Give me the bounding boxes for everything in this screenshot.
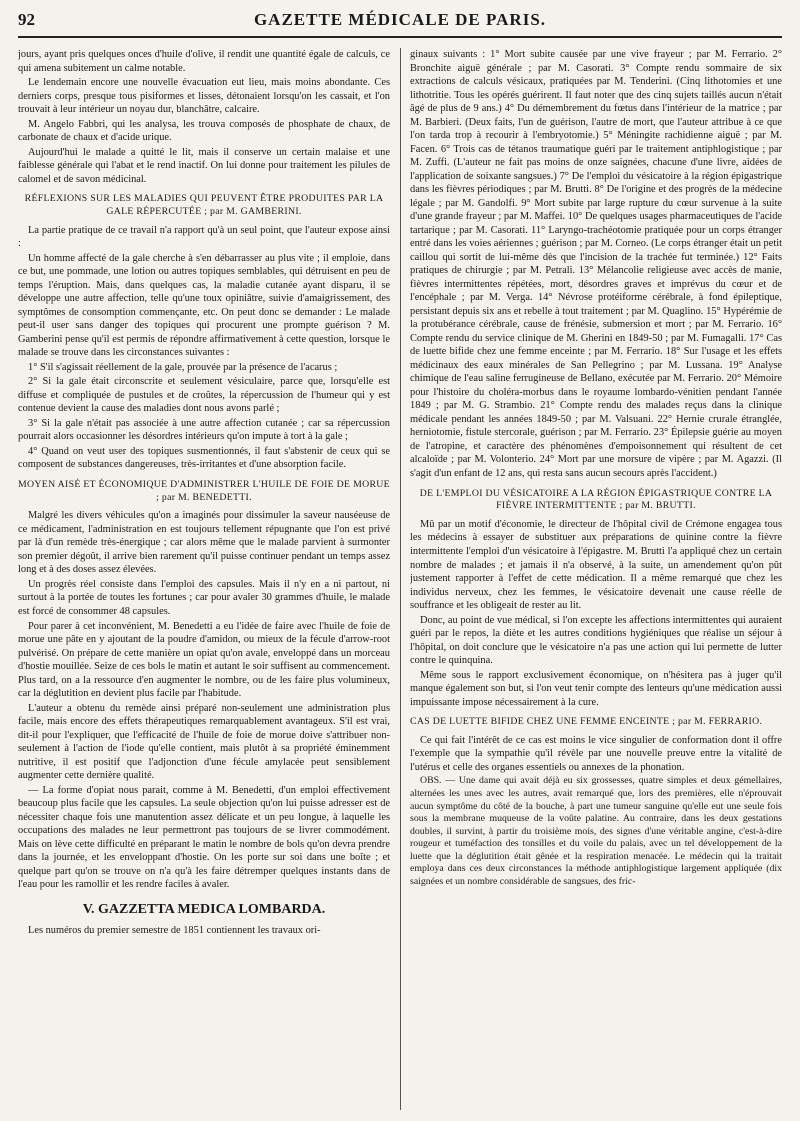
paragraph: 1° S'il s'agissait réellement de la gale, prouvée par la présence de l'acarus ; xyxy=(28,361,338,373)
article-heading-huile: MOYEN AISÉ ET ÉCONOMIQUE D'ADMINISTRER L'HUILE DE FOIE DE MORUE ; par M. BENEDETTI. xyxy=(18,478,390,503)
article-heading-vesicatoire: DE L'EMPLOI DU VÉSICATOIRE A LA RÉGION ÉPIGASTRIQUE CONTRE LA FIÈVRE INTERMITTENTE ; par M. BRUTTI. xyxy=(419,487,773,512)
paragraph: Donc, au point de vue médical, si l'on excepte les affections intermittentes qui auraient guéri par le repos, la diète et les autres conditions hygiéniques que réalise un séjour à l'hôpital, on doit conclure que le vésicatoire n'a pas une action qui lui permette de lutter contre le quinquina. xyxy=(410,614,782,667)
paragraph: Ce qui fait l'intérêt de ce cas est moins le vice singulier de conformation dont il offre l'exemple que la sympathie qu'il révèle par une nouvelle preuve entre la vitalité de l'utérus et celle des organes essentiels ou annexes de la phonation. xyxy=(410,734,782,773)
column-divider xyxy=(400,48,401,1110)
right-column xyxy=(410,48,782,1108)
paragraph: ginaux suivants : 1° Mort subite causée par une vive frayeur ; par M. Ferrario. 2° Bronchite aiguë générale ; par M. Casorati. 3° Compte rendu sommaire de six extractions de calculs vésicaux, pratiquées par M. Tenderini. (Cinq lithotomies et une lithotritie. Tous les opérés guérirent. Il faut noter que des cinq sujets taillés aucun n'était âgé de plus de 9 ans.) 4° Du démembrement du fœtus dans l'intérieur de la matrice ; par M. Barbieri. (Deux faits, l'un de guérison, l'autre de mort, que l'auteur attribue à ce que l'on tarda trop à recourir à l'embryotomie.) 5° Méningite rachidienne aiguë ; par M. Facen. 6° Trois cas de tétanos traumatique guéri par le traitement antiphlogistique ; par M. Zuffi. (L'auteur ne fait pas moins de onze saignées, chacune d'une livre, aidées de l'application de soixante sangsues.) 7° De l'emploi du vésicatoire à la région épigastrique dans les fièvres périodiques ; par M. Brutti. 8° De l'origine et des progrès de la médecine légale ; par M. Gandolfi. 9° Mort subite par large rupture du cœur survenue à la suite d'une grande frayeur ; par M. Maffei. 10° De quelques usages pharmaceutiques de l'acide tartarique ; par M. Casorati. 11° Laryngo-trachéotomie pratiquée pour un corps étranger entré dans les voies aériennes ; guérison ; par M. Corneo. (Le corps étranger était un petit caillou qui sortit de lui-même dès que l'incision de la trachée fut terminée.) 12° Faits pratiques de chirurgie ; par M. Petrali. 13° Mélancolie religieuse avec accès de manie, fièvres intermittentes répétées, mort, désordres graves et imprévus du cœur et de l'encéphale ; par M. Verga. 14° Névrose protéiforme cérébrale, à fond épileptique, persistant depuis six ans et rebelle à tout traitement ; par M. Quaglino. 15° Hypérémie de la protubérance cérébrale, cause de frénésie, submersion et mort ; par M. Ferrario. 16° Compte rendu du service clinique de M. Gherini en 1849-50 ; par M. Fumagalli. 17° Cas de luette bifide chez une femme enceinte ; par M. Ferrario. 18° Sur l'usage et les effets médicinaux des eaux minérales de San Pellegrino ; par M. Lussana. 19° Analyse chimique de l'eau saline ferrugineuse de Bellano, exécutée par M. Ferrario. 20° Mémoire pour l'histoire du choléra-morbus dans le royaume lombardo-vénitien pendant l'année 1849 ; par M. G. Strambio. 21° Compte rendu des malades reçus dans la clinique médicale pendant les années 1849-50 ; par M. Valsuani. 22° Hernie crurale étranglée, herniotomie, fistule stercorale, guérison ; par M. Ferrario. 23° Épilepsie guérie au moyen de l'atropine, et caractère des phénomènes d'empoisonnement qui résultent de cet alcaloïde ; par M. Volonterio. 24° Mort par une morsure de vipère ; par M. Agazzi. (Il s'agit d'un enfant de 12 ans, qui resta sans aucun secours après l'accident.) xyxy=(410,49,782,479)
journal-title: GAZETTE MÉDICALE DE PARIS. xyxy=(253,10,547,29)
paragraph: jours, ayant pris quelques onces d'huile d'olive, il rendit une quantité égale de calculs, ce qui amena subitement un calme notable. xyxy=(18,49,390,74)
paragraph: Les numéros du premier semestre de 1851 contiennent les travaux ori- xyxy=(28,925,321,936)
paragraph: M. Angelo Fabbri, qui les analysa, les trouva composés de phosphate de chaux, de carbonate de chaux et d'acide urique. xyxy=(18,118,390,144)
paragraph: Le lendemain encore une nouvelle évacuation eut lieu, mais moins abondante. Ces derniers corps, presque tous pisiformes et lisses, détonaient lorsqu'on les cassait, et l'on trouvait à leur intérieur un noyau dur, blanchâtre, calcaire. xyxy=(18,77,390,116)
paragraph: 4° Quand on veut user des topiques susmentionnés, il faut s'abstenir de ceux qui se composent de substances dangereuses, très-irritantes et d'une absorption facile. xyxy=(18,445,390,471)
paragraph: 2° Si la gale était circonscrite et seulement vésiculaire, parce que, lorsqu'elle est diffuse et compliquée de pustules et de croûtes, la répercussion de l'humeur qui y est contenue devient la cause des maladies dont nous avons parlé ; xyxy=(18,376,390,415)
paragraph: Aujourd'hui le malade a quitté le lit, mais il conserve un certain malaise et une faiblesse générale qui l'abat et le rend inactif. On lui donne pour traitement les pilules de calomel et de savon médicinal. xyxy=(18,146,390,185)
paragraph: Un homme affecté de la gale cherche à s'en débarrasser au plus vite ; il emploie, dans ce but, une pommade, une lotion ou autres topiques semblables, qui détruisent en peu de temps l'éruption. Mais, dans quelques cas, la maladie cutanée ayant disparu, il se développe une autre affection, telle qu'une toux opiniâtre, suivie d'amaigrissement, des symptômes de consomption commençante, etc. On peut donc se demander : Le malade peut-il user sans danger des topiques qui procurent une prompte guérison ? M. Gamberini pense qu'il est permis de répondre affirmativement à cette question, lorsque le malade se trouve dans les circonstances suivantes : xyxy=(18,252,390,359)
left-column xyxy=(18,48,390,1108)
paragraph: La partie pratique de ce travail n'a rapport qu'à un seul point, que l'auteur expose ainsi : xyxy=(18,224,390,250)
page-number: 92 xyxy=(18,10,35,29)
section-title: V. GAZZETTA MEDICA LOMBARDA. xyxy=(82,901,326,917)
article-heading-luette: CAS DE LUETTE BIFIDE CHEZ UNE FEMME ENCEINTE ; par M. FERRARIO. xyxy=(410,716,763,728)
paragraph: Même sous le rapport exclusivement économique, on n'hésitera pas à juger qu'il manque également son but, si l'on veut tenir compte des lenteurs qu'une médication aussi impuissante impose nécessairement à la cure. xyxy=(410,669,782,708)
article-heading-gale: RÉFLEXIONS SUR LES MALADIES QUI PEUVENT ÊTRE PRODUITES PAR LA GALE RÉPERCUTÉE ; par M. GAMBERINI. xyxy=(24,193,384,217)
paragraph: — La forme d'opiat nous parait, comme à M. Benedetti, d'un emploi effectivement beaucoup plus facile que les capsules. La seule objection qu'on lui puisse adresser est de nécessiter chaque fois une manutention assez délicate et un peu longue, à laquelle les occupations des malades ne leur permettront pas toujours de se livrer commodément. Mais on lève cette difficulté en préparant le matin le nombre de bols qu'on devra prendre dans la journée, et les enveloppant d'hostie. On les porte sur soi dans une boîte ; et quelque part qu'on se trouve on n'a qu'à les faire détremper quelques instants dans de l'eau pour les ramollir et les rendre faciles à avaler. xyxy=(18,784,390,891)
page-header xyxy=(18,10,782,38)
paragraph: Un progrès réel consiste dans l'emploi des capsules. Mais il n'y en a ni partout, ni surtout à la portée de toutes les fortunes ; car pour avaler 30 grammes d'huile, le malade est forcé de consommer 48 capsules. xyxy=(18,578,390,617)
paragraph: 3° Si la gale n'était pas associée à une autre affection cutanée ; car sa répercussion pourrait alors occasionner les désordres intérieurs qu'on impute à tort à la gale ; xyxy=(18,417,390,443)
paragraph: Pour parer à cet inconvénient, M. Benedetti a eu l'idée de faire avec l'huile de foie de morue une pâte en y ajoutant de la poudre d'amidon, ou mieux de la fécule d'arrow-root pulvérisé. On prépare de cette manière un opiat qu'on avale, enveloppé dans un morceau d'hostie mouillée. Seize de ces bols le matin et autant le soir suffisent au commencement. Plus tard, on a la ressource d'en augmenter le nombre, ou de les faire plus volumineux, car la déglutition en devient plus facile par l'habitude. xyxy=(18,620,390,700)
observation-paragraph: OBS. — Une dame qui avait déjà eu six grossesses, quatre simples et deux gémellaires, alternées les unes avec les autres, avait remarqué que, lors des premières, elle n'éprouvait aucun symptôme du côté de la bouche, à part une tumeur sanguine qu'elle eut une seule fois sous la membrane muqueuse de la voûte palatine. Au contraire, dans les deux gestations doubles, il survint, à partir du troisième mois, des signes d'une véritable angine, c'est-à-dire rougeur et tuméfaction des tonsilles et du voile du palais, avec un tel développement de la luette que la déglutition était gênée et la respiration menacée. Le médecin qui la traitait employa dans ces deux circonstances la méthode antiphlogistique largement appliquée (dix saignées et un nombre considérable de sangsues, des fric- xyxy=(410,775,782,887)
paragraph: L'auteur a obtenu du remède ainsi préparé non-seulement une administration plus facile, mais encore des effets thérapeutiques remarquablement avantageux. S'il est vrai, dit-il pour l'expliquer, que l'efficacité de l'huile de foie de morue doive s'attribuer non-seulement à l'action de l'iode qu'elle contient, mais plutôt à sa propriété éminemment nutritive, il est positif que l'adjonction d'une fécule amylacée peut sensiblement augmenter cette dernière qualité. xyxy=(18,702,390,782)
paragraph: Mû par un motif d'économie, le directeur de l'hôpital civil de Crémone engagea tous les médecins à essayer de substituer aux préparations de quinine contre la fièvre intermittente l'emploi d'un vésicatoire à l'épigastre. M. Brutti l'a appliqué chez un certain nombre de malades ; et jamais il n'a observé, à la suite, un amendement qu'on pût justement rapporter à l'effet de cette médication. Il a même remarqué que chez les individus nerveux, chez les femmes, le vésicatoire devenait une cause réelle de souffrance et les obligeait de rester au lit. xyxy=(410,518,782,612)
paragraph: Malgré les divers véhicules qu'on a imaginés pour dissimuler la saveur nauséeuse de ce médicament, l'administration en est toujours tellement répugnante que l'on est privé par là d'un remède très-énergique ; car alors même que le malade parvient à surmonter son premier dégoût, il arrive bien rarement qu'il puisse continuer pendant un temps assez long et à des doses assez élevées. xyxy=(18,510,390,576)
